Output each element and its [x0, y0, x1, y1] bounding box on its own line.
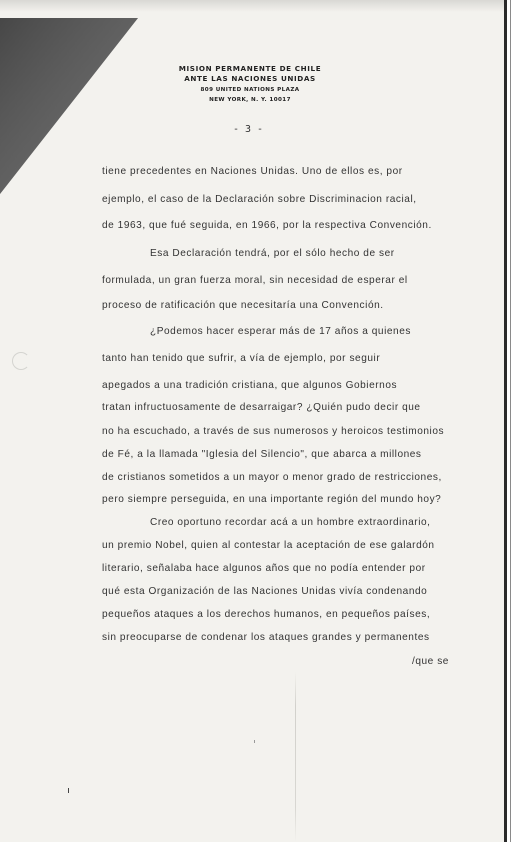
body-line: ejemplo, el caso de la Declaración sobre Discriminacion racial,: [102, 194, 417, 205]
body-line: pequeños ataques a los derechos humanos, en pequeños países,: [102, 609, 431, 620]
body-line: Creo oportuno recordar acá a un hombre extraordinario,: [150, 517, 431, 528]
body-line: formulada, un gran fuerza moral, sin necesidad de esperar el: [102, 275, 408, 286]
body-line: apegados a una tradición cristiana, que algunos Gobiernos: [102, 380, 398, 391]
letterhead-mission-subtitle: ANTE LAS NACIONES UNIDAS: [184, 74, 316, 83]
page-edge-shadow: [504, 0, 507, 842]
body-line: tiene precedentes en Naciones Unidas. Uno de ellos es, por: [102, 166, 403, 177]
letterhead-street-address: 809 UNITED NATIONS PLAZA: [200, 87, 300, 93]
body-line: de cristianos sometidos a un mayor o menor grado de restricciones,: [102, 472, 442, 483]
body-line: tanto han tenido que sufrir, a vía de ejemplo, por seguir: [102, 353, 381, 364]
letterhead-city-address: NEW YORK, N. Y. 10017: [209, 96, 291, 103]
body-line: de Fé, a la llamada "Iglesia del Silencio", que abarca a millones: [102, 449, 422, 460]
body-line: tratan infructuosamente de desarraigar? ¿Quién pudo decir que: [102, 402, 421, 413]
body-line: ¿Podemos hacer esperar más de 17 años a quienes: [150, 326, 411, 337]
body-line: literario, señalaba hace algunos años que no podía entender por: [102, 563, 426, 574]
body-line: pero siempre perseguida, en una importante región del mundo hoy?: [102, 494, 442, 505]
body-line-continuation: /que se: [412, 656, 449, 667]
page-number: - 3 -: [232, 124, 264, 135]
body-line: qué esta Organización de las Naciones Unidas vivía condenando: [102, 586, 428, 597]
body-line: Esa Declaración tendrá, por el sólo hecho de ser: [150, 248, 395, 259]
body-line: no ha escuchado, a través de sus numerosos y heroicos testimonios: [102, 426, 445, 437]
body-line: un premio Nobel, quien al contestar la aceptación de ese galardón: [102, 540, 435, 551]
body-line: de 1963, que fué seguida, en 1966, por la respectiva Convención.: [102, 220, 432, 231]
letterhead-mission-name: MISION PERMANENTE DE CHILE: [178, 64, 322, 73]
body-line: proceso de ratificación que necesitaría una Convención.: [102, 300, 384, 311]
page-edge-line: [510, 0, 511, 842]
body-line: sin preocuparse de condenar los ataques grandes y permanentes: [102, 632, 430, 643]
